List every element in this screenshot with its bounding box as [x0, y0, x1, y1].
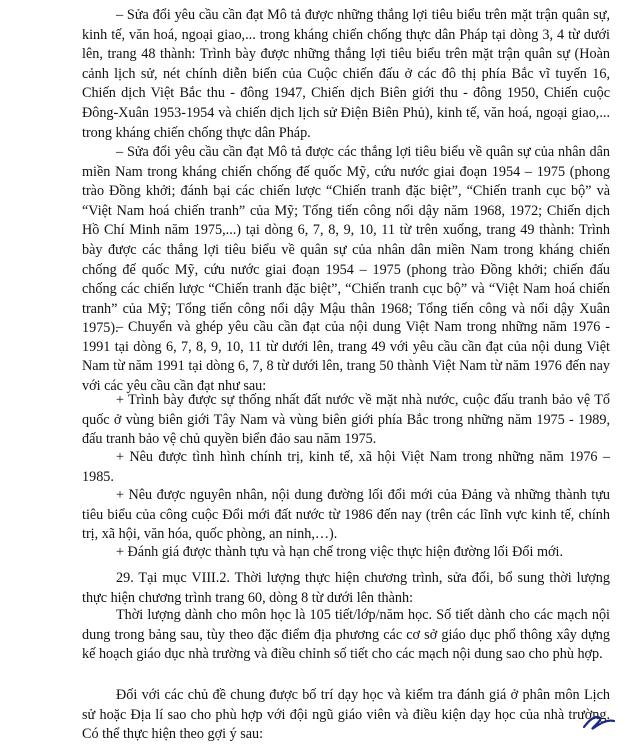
- paragraph-1: – Sửa đổi yêu cầu cần đạt Mô tả được những thắng lợi tiêu biểu trên mặt trận quân sự, kinh tế, văn hoá, ngoại giao,... trong kháng chiến chống thực dân Pháp tại dòng 3, 4 từ dưới lên, trang 48 thành: Trình bày được những thắng lợi tiêu biểu trên mặt trận quân sự (Hoàn cảnh lịch sử, nét chính diễn biến của Cuộc chiến đấu ở các đô thị phía Bắc vĩ tuyến 16, Chiến dịch Việt Bắc thu - đông 1947, Chiến dịch Biên giới thu - đông 1950, Chiến cuộc Đông-Xuân 1953-1954 và chiến dịch lịch sử Điện Biên Phủ), kinh tế, văn hoá, ngoại giao,... trong kháng chiến chống thực dân Pháp.: [82, 7, 610, 141]
- paragraph-4: + Trình bày được sự thống nhất đất nước về mặt nhà nước, cuộc đấu tranh bảo vệ Tổ quốc ở vùng biên giới Tây Nam và vùng biên giới phía Bắc trong những năm 1975 - 1989, đấu tranh bảo vệ chủ quyền biển đảo sau năm 1975.: [82, 392, 610, 448]
- paragraph-3: – Chuyển và ghép yêu cầu cần đạt của nội dung Việt Nam trong những năm 1976 - 1991 tại dòng 6, 7, 8, 9, 10, 11 từ dưới lên, trang 49 với yêu cầu cần đạt của nội dung Việt Nam từ năm 1991 tại dòng 6, 7, 8 từ dưới lên, trang 50 thành Việt Nam từ năm 1976 đến nay với các yêu cầu cần đạt như sau:: [82, 319, 610, 394]
- paragraph-7: + Đánh giá được thành tựu và hạn chế trong việc thực hiện đường lối Đổi mới.: [116, 544, 563, 560]
- paragraph-9: Thời lượng dành cho môn học là 105 tiết/lớp/năm học. Số tiết dành cho các mạch nội dung trong bảng sau, tùy theo đặc điểm địa phương các cơ sở giáo dục phổ thông xây dựng kế hoạch giáo dục nhà trường và điều chỉnh số tiết cho các mạch nội dung sao cho phù hợp.: [82, 607, 610, 663]
- paragraph-6: + Nêu được nguyên nhân, nội dung đường lối đổi mới của Đảng và những thành tựu tiêu biểu của công cuộc Đổi mới đất nước từ 1986 đến nay (trên các lĩnh vực kinh tế, chính trị, xã hội, văn hóa, quốc phòng, an ninh,…).: [82, 487, 610, 543]
- signature-icon: [580, 709, 620, 733]
- paragraph-2: – Sửa đổi yêu cầu cần đạt Mô tả được các thắng lợi tiêu biểu về quân sự của nhân dân miền Nam trong kháng chiến chống đế quốc Mỹ, cứu nước giai đoạn 1954 – 1975 (phong trào Đồng khởi; đánh bại các chiến lược “Chiến tranh đặc biệt”, “Chiến tranh cục bộ” và “Việt Nam hoá chiến tranh” của Mỹ; Tổng tiến công nổi dậy năm 1968, 1972; Chiến dịch Hồ Chí Minh năm 1975,...) tại dòng 6, 7, 8, 9, 10, 11 từ trên xuống, trang 49 thành: Trình bày được các thắng lợi tiêu biểu về quân sự của nhân dân miền Nam trong kháng chiến chống đế quốc Mỹ, cứu nước giai đoạn 1954 – 1975 (phong trào Đồng khởi; chiến đấu chống các chiến lược “Chiến tranh đặc biệt”, “Chiến tranh cục bộ” và “Việt Nam hoá chiến tranh” của Mỹ; Tổng tiến công nổi dậy Mậu thân 1968; Tổng tiến công và nổi dậy Xuân 1975).: [82, 144, 610, 337]
- paragraph-8: 29. Tại mục VIII.2. Thời lượng thực hiện chương trình, sửa đổi, bổ sung thời lượng thực hiện chương trình trang 60, dòng 8 từ dưới lên thành:: [82, 570, 610, 606]
- paragraph-5: + Nêu được tình hình chính trị, kinh tế, xã hội Việt Nam trong những năm 1976 – 1985.: [82, 449, 610, 485]
- paragraph-10: Đối với các chủ đề chung được bố trí dạy học và kiểm tra đánh giá ở phân môn Lịch sử hoặc Địa lí sao cho phù hợp với đội ngũ giáo viên và điều kiện dạy học của nhà trường. Có thể thực hiện theo gợi ý sau:: [82, 687, 610, 743]
